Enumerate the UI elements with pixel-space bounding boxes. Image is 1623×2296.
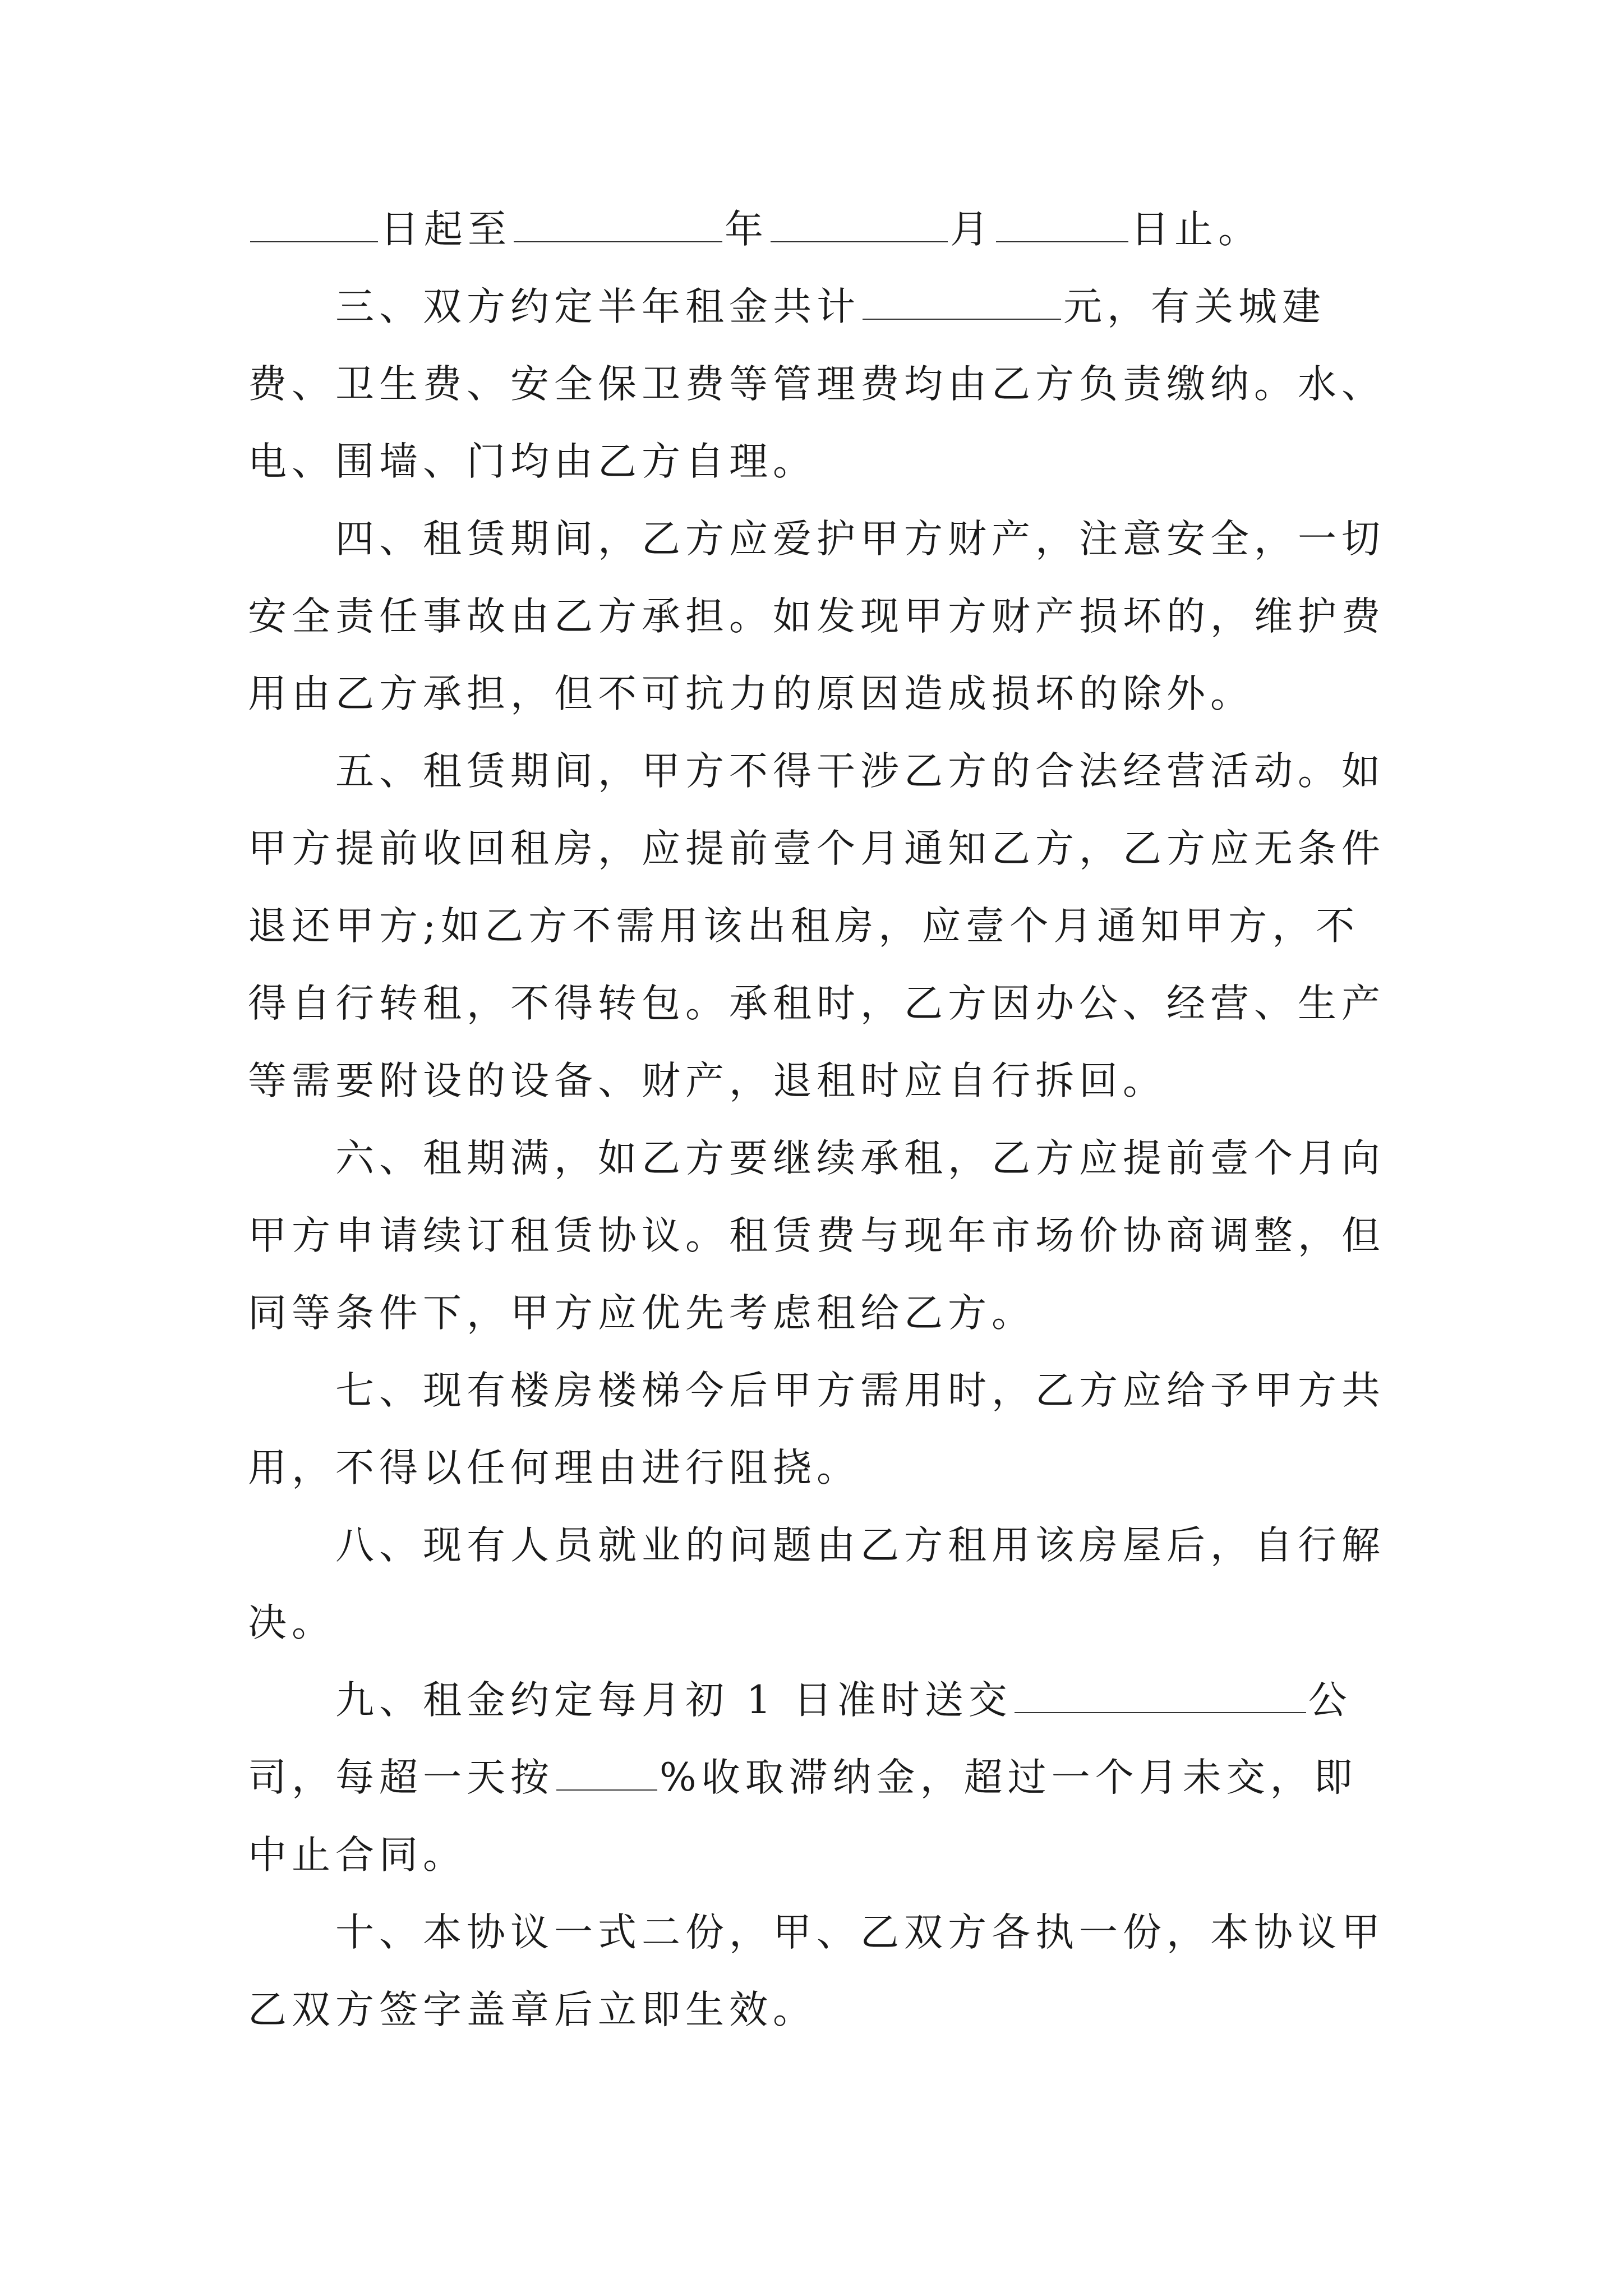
clause-10: 十、本协议一式二份，甲、乙双方各执一份，本协议甲乙双方签字盖章后立即生效。 <box>248 1910 1385 2032</box>
blank-late-fee-rate[interactable] <box>556 1755 657 1791</box>
blank-company-name[interactable] <box>1015 1677 1306 1713</box>
clause-7: 七、现有楼房楼梯今后甲方需用时，乙方应给予甲方共用，不得以任何理由进行阻挠。 <box>248 1368 1385 1490</box>
clause-5: 五、租赁期间，甲方不得干涉乙方的合法经营活动。如甲方提前收回租房，应提前壹个月通知乙方，乙方应无条件退还甲方;如乙方不需用该出租房，应壹个月通知甲方，不得自行转租，不得转包。承租时，乙方因办公、经营、生产等需要附设的设备、财产，退租时应自行拆回。 <box>248 749 1385 1103</box>
clause-4: 四、租赁期间，乙方应爱护甲方财产，注意安全，一切安全责任事故由乙方承担。如发现甲方财产损坏的，维护费用由乙方承担，但不可抗力的原因造成损坏的除外。 <box>248 517 1385 716</box>
clause-3 <box>248 268 1392 500</box>
blank-rent-amount[interactable] <box>863 284 1061 320</box>
clause-9-part3: %收取滞纳金，超过一个月未交，即中止合同。 <box>248 1755 1358 1878</box>
blank-start-day[interactable] <box>250 206 378 242</box>
date-seg-2: 年 <box>725 207 768 252</box>
date-seg-1: 日起至 <box>380 207 511 252</box>
clause-8: 八、现有人员就业的问题由乙方租用该房屋后，自行解决。 <box>248 1523 1385 1645</box>
blank-end-year[interactable] <box>514 206 722 242</box>
clause-9 <box>248 1662 1392 1894</box>
date-seg-4: 日止。 <box>1131 207 1262 252</box>
clause-9-part2: 公司，每超一天按 <box>248 1678 1352 1800</box>
contract-body <box>248 191 1392 2049</box>
clause-3-after: 元，有关城建费、卫生费、安全保卫费等管理费均由乙方负责缴纳。水、电、围墙、门均由乙方自理。 <box>248 284 1385 484</box>
clause-3-before: 三、双方约定半年租金共计 <box>335 284 860 329</box>
date-seg-3: 月 <box>950 207 994 252</box>
blank-end-month[interactable] <box>771 206 948 242</box>
clause-6: 六、租期满，如乙方要继续承租，乙方应提前壹个月向甲方申请续订租赁协议。租赁费与现年市场价协商调整，但同等条件下，甲方应优先考虑租给乙方。 <box>248 1136 1385 1336</box>
date-range-line <box>248 191 1392 268</box>
clause-9-part1: 九、租金约定每月初 1 日准时送交 <box>335 1678 1012 1723</box>
blank-end-day[interactable] <box>996 206 1128 242</box>
